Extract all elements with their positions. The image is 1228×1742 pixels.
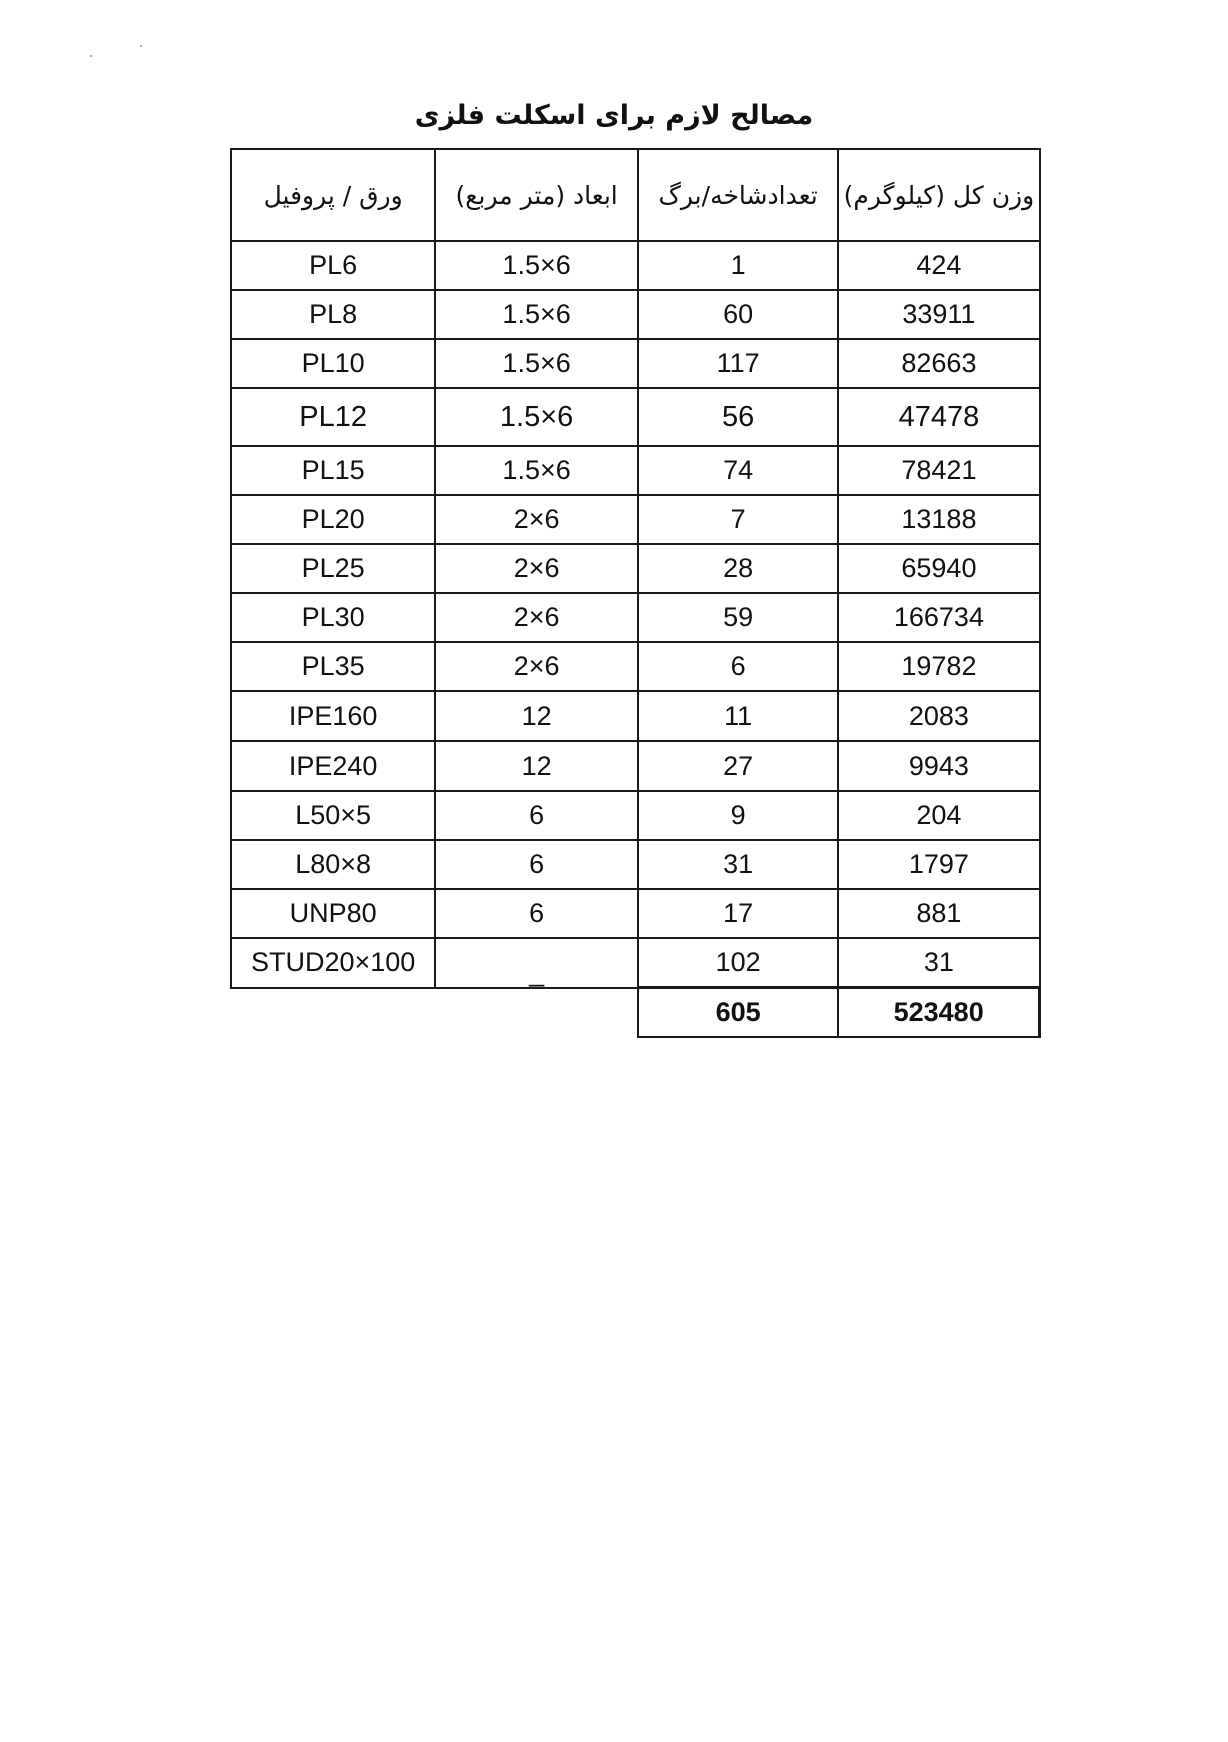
table-row <box>231 388 1040 446</box>
table-row <box>231 741 1040 791</box>
cell-dimensions: 6×1.5 <box>435 446 638 495</box>
cell-profile: IPE160 <box>231 691 435 741</box>
cell-count: 27 <box>638 741 838 791</box>
page-title: مصالح لازم برای اسکلت فلزی <box>414 100 814 131</box>
cell-count: 117 <box>638 339 838 388</box>
table-row <box>231 290 1040 339</box>
cell-count: 28 <box>638 544 838 593</box>
cell-dimensions: 6×1.5 <box>435 241 638 290</box>
empty-cell <box>435 988 638 1038</box>
cell-weight: 65940 <box>838 544 1039 593</box>
cell-count: 6 <box>638 642 838 691</box>
cell-dimensions: 6 <box>435 840 638 889</box>
cell-profile: UNP80 <box>231 889 435 938</box>
cell-dimensions: 6 <box>435 889 638 938</box>
empty-cell <box>231 988 435 1038</box>
scan-speck <box>140 45 142 47</box>
cell-weight: 19782 <box>838 642 1039 691</box>
cell-weight: 166734 <box>838 593 1039 642</box>
table-header-row <box>231 149 1040 241</box>
cell-dimensions: 6×2 <box>435 593 638 642</box>
cell-dimensions: 6×1.5 <box>435 339 638 388</box>
cell-weight: 204 <box>838 791 1039 840</box>
cell-profile: PL30 <box>231 593 435 642</box>
cell-profile: STUD20×100 <box>231 938 435 988</box>
cell-dimensions: 6×1.5 <box>435 388 638 446</box>
materials-table <box>230 148 1041 1038</box>
header-count: تعدادشاخه/برگ <box>638 149 838 241</box>
cell-count: 74 <box>638 446 838 495</box>
table-row <box>231 593 1040 642</box>
cell-profile: PL6 <box>231 241 435 290</box>
table-row <box>231 691 1040 741</box>
scan-speck <box>90 55 92 57</box>
cell-weight: 82663 <box>838 339 1039 388</box>
cell-weight: 78421 <box>838 446 1039 495</box>
table-row <box>231 544 1040 593</box>
cell-dimensions: 6×2 <box>435 642 638 691</box>
table-row <box>231 938 1040 988</box>
cell-profile: PL8 <box>231 290 435 339</box>
cell-count: 11 <box>638 691 838 741</box>
table-row <box>231 791 1040 840</box>
cell-profile: PL10 <box>231 339 435 388</box>
cell-count: 60 <box>638 290 838 339</box>
cell-dimensions: 6×2 <box>435 544 638 593</box>
table-row <box>231 642 1040 691</box>
cell-count: 1 <box>638 241 838 290</box>
cell-dimensions: 6 <box>435 791 638 840</box>
cell-profile: L50×5 <box>231 791 435 840</box>
cell-count: 7 <box>638 495 838 544</box>
table-row <box>231 446 1040 495</box>
cell-profile: L80×8 <box>231 840 435 889</box>
cell-weight: 33911 <box>838 290 1039 339</box>
cell-profile: IPE240 <box>231 741 435 791</box>
totals-row <box>231 988 1040 1038</box>
dash-placeholder: _ <box>529 957 545 988</box>
table-row <box>231 840 1040 889</box>
header-weight: وزن کل (کیلوگرم) <box>838 149 1039 241</box>
cell-profile: PL35 <box>231 642 435 691</box>
cell-profile: PL25 <box>231 544 435 593</box>
header-profile: ورق / پروفیل <box>231 149 435 241</box>
cell-count: 17 <box>638 889 838 938</box>
table-row <box>231 241 1040 290</box>
cell-dimensions: 12 <box>435 691 638 741</box>
cell-profile: PL20 <box>231 495 435 544</box>
table-row <box>231 339 1040 388</box>
total-weight: 523480 <box>838 988 1039 1038</box>
cell-profile: PL12 <box>231 388 435 446</box>
cell-count: 56 <box>638 388 838 446</box>
cell-weight: 881 <box>838 889 1039 938</box>
cell-profile: PL15 <box>231 446 435 495</box>
cell-dimensions: 6×1.5 <box>435 290 638 339</box>
cell-dimensions: 12 <box>435 741 638 791</box>
cell-weight: 1797 <box>838 840 1039 889</box>
total-count: 605 <box>638 988 838 1038</box>
table-row <box>231 889 1040 938</box>
cell-weight: 9943 <box>838 741 1039 791</box>
cell-dimensions <box>435 938 638 988</box>
cell-weight: 2083 <box>838 691 1039 741</box>
cell-weight: 424 <box>838 241 1039 290</box>
cell-dimensions: 6×2 <box>435 495 638 544</box>
cell-weight: 47478 <box>838 388 1039 446</box>
cell-count: 9 <box>638 791 838 840</box>
cell-count: 102 <box>638 938 838 988</box>
table-row <box>231 495 1040 544</box>
cell-weight: 13188 <box>838 495 1039 544</box>
cell-count: 59 <box>638 593 838 642</box>
header-dimensions: ابعاد (متر مربع) <box>435 149 638 241</box>
cell-weight: 31 <box>838 938 1039 988</box>
cell-count: 31 <box>638 840 838 889</box>
